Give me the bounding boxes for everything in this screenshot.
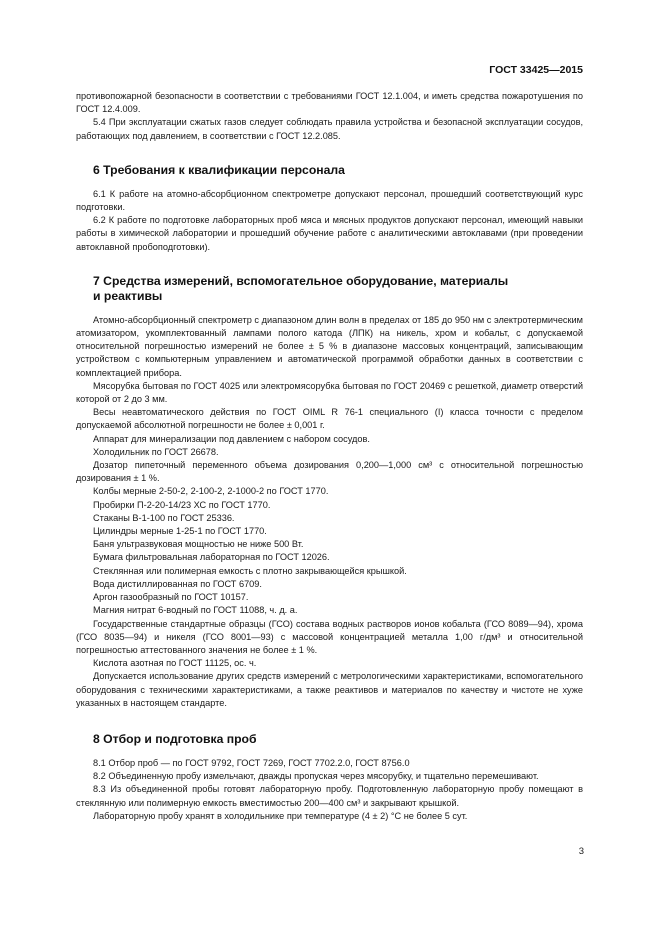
equipment-item: Стеклянная или полимерная емкость с плотно закрывающейся крышкой. — [93, 565, 407, 576]
equipment-item: Аппарат для минерализации под давлением с набором сосудов. — [93, 433, 370, 444]
paragraph-5-4: 5.4 При эксплуатации сжатых газов следует соблюдать правила устройства и безопасной эксплуатации сосудов, работающих под давлением, в соответствии с ГОСТ 12.2.085. — [76, 117, 583, 141]
equipment-item: Аргон газообразный по ГОСТ 10157. — [93, 592, 249, 603]
page-content — [76, 90, 583, 823]
paragraph-6-2: 6.2 К работе по подготовке лабораторных проб мяса и мясных продуктов допускают персонал, имеющий навыки работы в химической лаборатории и прошедший обучение работе с аналитическими автоклавами (при проведении автоклавной пробоподготовки). — [76, 215, 583, 252]
equipment-item: Бумага фильтровальная лабораторная по ГОСТ 12026. — [93, 552, 330, 563]
paragraph-8-2: 8.2 Объединенную пробу измельчают, дважды пропуская через мясорубку, и тщательно перемешивают. — [93, 771, 539, 782]
equipment-item: Кислота азотная по ГОСТ 11125, ос. ч. — [93, 658, 257, 669]
equipment-item: Мясорубка бытовая по ГОСТ 4025 или электромясорубка бытовая по ГОСТ 20469 с решеткой, диаметр отверстий которой от 2 до 3 мм. — [76, 380, 583, 405]
section-7-heading — [76, 274, 583, 304]
section-7-heading-line2: и реактивы — [93, 288, 163, 303]
equipment-item: Атомно-абсорбционный спектрометр с диапазоном длин волн в пределах от 185 до 950 нм с электротермическим атомизатором, укомплектованный лампами полого катода (ЛПК) на никель, хром и кобальт, с допускаемой относительной погрешностью измерений не более ± 5 % в диапазоне массовых концентраций, записывающим устройством с компьютерным управлением и автоматической программой обработки данных в соответствии с комплектацией прибора. — [76, 314, 583, 378]
equipment-item: Колбы мерные 2-50-2, 2-100-2, 2-1000-2 по ГОСТ 1770. — [93, 486, 329, 497]
equipment-item: Стаканы В-1-100 по ГОСТ 25336. — [93, 512, 235, 523]
paragraph-6-1: 6.1 К работе на атомно-абсорбционном спектрометре допускают персонал, прошедший соответствующий курс подготовки. — [76, 188, 583, 213]
equipment-item: Дозатор пипеточный переменного объема дозирования 0,200—1,000 см³ с относительной погрешностью дозирования ± 1 %. — [76, 460, 583, 484]
equipment-item: Цилиндры мерные 1-25-1 по ГОСТ 1770. — [93, 526, 267, 537]
section-6-heading: 6 Требования к квалификации персонала — [93, 162, 345, 177]
paragraph-8-1: 8.1 Отбор проб — по ГОСТ 9792, ГОСТ 7269, ГОСТ 7702.2.0, ГОСТ 8756.0 — [93, 757, 410, 768]
equipment-item: Весы неавтоматического действия по ГОСТ OIML R 76-1 специального (I) класса точности с пределом допускаемой абсолютной погрешности не более ± 0,001 г. — [76, 407, 583, 431]
equipment-item: Допускается использование других средств измерений с метрологическими характеристиками, вспомогательного оборудования с техническими характеристиками, а также реактивов и материалов по качеству и чистоте не хуже указанных в настоящем стандарте. — [76, 671, 583, 708]
equipment-item: Государственные стандартные образцы (ГСО) состава водных растворов ионов кобальта (ГСО 8089—94), хрома (ГСО 8035—94) и никеля (ГСО 8001—93) с массовой концентрацией металла 1,00 г/дм³ и относительной погрешностью аттестованного значения не более ± 1 %. — [76, 618, 583, 655]
paragraph-5-3-continued: противопожарной безопасности в соответствии с требованиями ГОСТ 12.1.004, и иметь средства пожаротушения по ГОСТ 12.4.009. — [76, 91, 583, 115]
paragraph-8-3: 8.3 Из объединенной пробы готовят лабораторную пробу. Подготовленную лабораторную пробу помещают в стеклянную или полимерную емкость вместимостью 200—400 см³ и закрывают крышкой. — [76, 784, 583, 808]
page-number: 3 — [578, 846, 584, 857]
standard-header: ГОСТ 33425—2015 — [489, 64, 583, 76]
section-8-heading: 8 Отбор и подготовка проб — [93, 731, 257, 746]
equipment-item: Пробирки П-2-20-14/23 ХС по ГОСТ 1770. — [93, 499, 271, 510]
equipment-item: Баня ультразвуковая мощностью не ниже 500 Вт. — [93, 539, 304, 550]
equipment-item: Вода дистиллированная по ГОСТ 6709. — [93, 578, 262, 589]
equipment-item: Холодильник по ГОСТ 26678. — [93, 446, 219, 457]
equipment-item: Магния нитрат 6-водный по ГОСТ 11088, ч. д. а. — [93, 605, 298, 616]
section-7-heading-line1: 7 Средства измерений, вспомогательное оборудование, материалы — [93, 273, 509, 288]
paragraph-8-3-storage: Лабораторную пробу хранят в холодильнике при температуре (4 ± 2) °С не более 5 сут. — [93, 810, 468, 821]
